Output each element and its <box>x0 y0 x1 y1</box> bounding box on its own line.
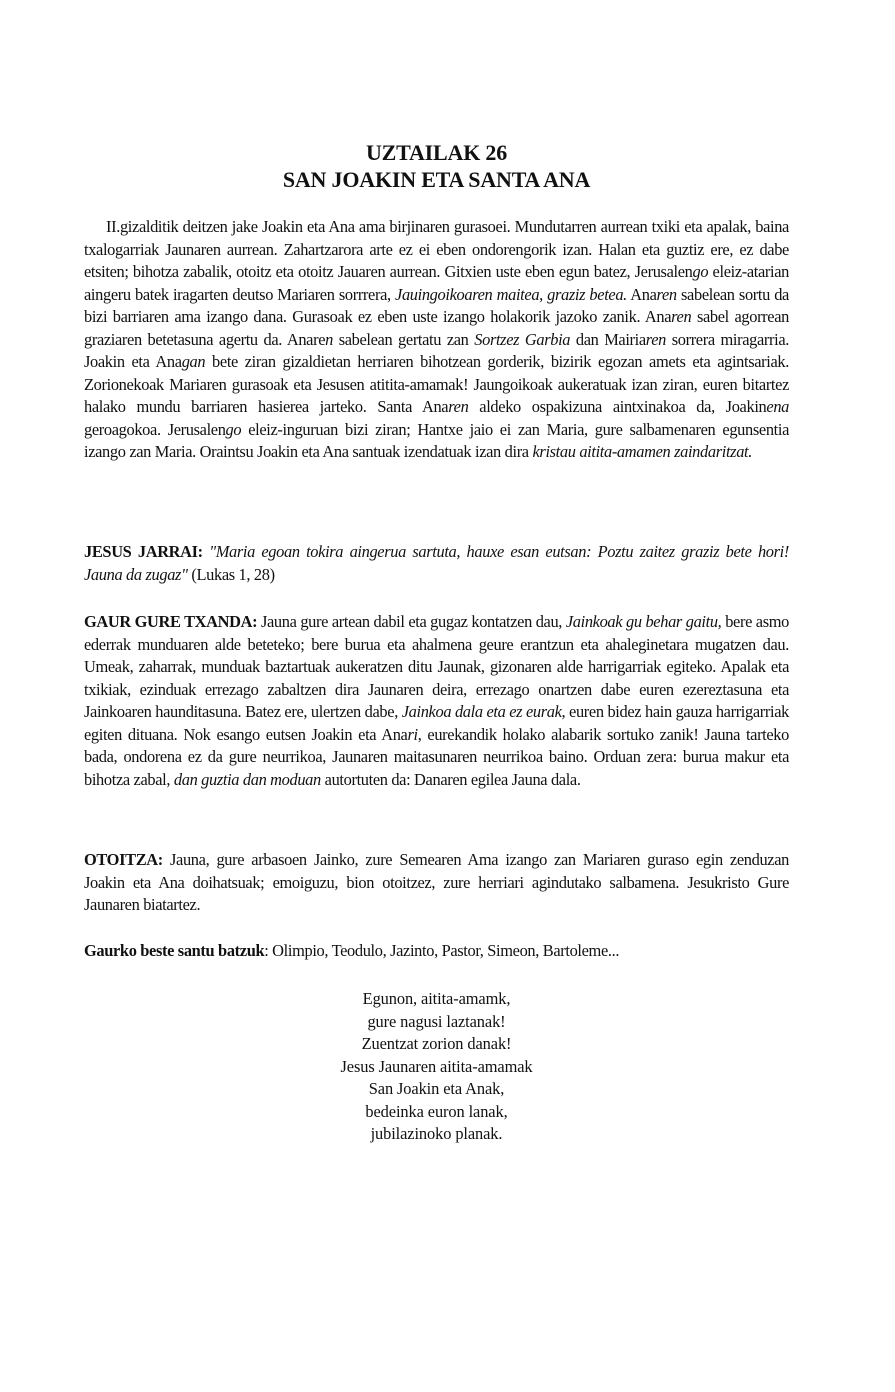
poem <box>84 988 789 1146</box>
poem-line: Egunon, aitita-amamk, <box>362 989 511 1008</box>
gospel-quote: "Maria egoan tokira aingerua sartuta, hauxe esan eutsan: Poztu zaitez graziz bete hori! Jauna da zugaz" <box>84 542 789 584</box>
poem-line: San Joakin eta Anak, <box>368 1079 505 1098</box>
other-saints-paragraph: Gaurko beste santu batzuk: Olimpio, Teodulo, Jazinto, Pastor, Simeon, Bartoleme... <box>84 941 620 960</box>
poem-line: Zuentzat zorion danak! <box>361 1034 512 1053</box>
poem-line: Jesus Jaunaren aitita-amamak <box>340 1056 533 1076</box>
otoitza-paragraph: OTOITZA: Jauna, gure arbasoen Jainko, zure Semearen Ama izango zan Mariaren guraso egin zenduzan Joakin eta Ana doihatsuak; emoiguzu, bion otoitzez, zure herriari agindutako salbamena. Jesukristo Gure Jaunaren biatartez. <box>84 850 789 914</box>
poem-line: gure nagusi laztanak! <box>367 1011 506 1031</box>
gospel-reference: (Lukas 1, 28) <box>187 564 275 584</box>
section-label: OTOITZA: <box>84 850 163 869</box>
page-title-date: UZTAILAK 26 <box>365 140 508 165</box>
poem-line: bedeinka euron lanak, <box>365 1101 508 1121</box>
section-label: JESUS JARRAI: <box>84 542 203 561</box>
poem-line: jubilazinoko planak. <box>370 1124 503 1143</box>
page-title-saints: SAN JOAKIN ETA SANTA ANA <box>282 167 591 192</box>
gaur-gure-txanda-paragraph: GAUR GURE TXANDA: Jauna gure artean dabil eta gugaz kontatzen dau, Jainkoak gu behar gaitu, bere asmo ederrak munduaren alde beteteko; bere burua eta ahalmena geure erantzun eta ahaleginetara mugatzen dau. Umeak, zaharrak, munduak baztartuak aukeratzen ditu Jaunak, gizonaren alde harrigarriak egiteko. Apalak eta txikiak, ezinduak errezago zabaltzen dira Jaunaren deira, errezago onartzen dabe euren ezereztasuna eta Jainkoaren haunditasuna. Batez ere, ulertzen dabe, Jainkoa dala eta ez eurak, euren bidez hain gauza harrigarriak egiten dituana. Nok esango eutsen Joakin eta Anari, eurekandik holako alabarik sortuko zanik! Jauna tarteko bada, ondorena ez da gure neurrikoa, Jaunaren maitasunaren neurrikoa baino. Orduan zera: burua makur eta bihotza zabal, dan guztia dan moduan autortuten da: Danaren egilea Jauna dala. <box>84 612 789 789</box>
jesus-jarrai-paragraph <box>84 541 789 586</box>
intro-paragraph: II.gizalditik deitzen jake Joakin eta Ana ama birjinaren gurasoei. Mundutarren aurrean txiki eta apalak, baina txalogarriak Jaunaren aurrean. Zahartzarora arte ez ei eben ondorengorik izan. Halan eta guztiz ere, ez dabe etsiten; bihotza zabalik, otoitz eta otoitz Jauaren aurrean. Gitxien uste eben egun batez, Jerusalengo eleiz-atarian aingeru batek iragarten deutso Mariaren sorrrera, Jauingoikoaren maitea, graziz betea. Anaren sabelean sortu da bizi barriaren ama izango dana. Gurasoak ez eben uste izango holakorik jazoko zanik. Anaren sabel agorrean graziaren betetasuna agertu da. Anaren sabelean gertatu zan Sortzez Garbia dan Mairiaren sorrera miragarria. Joakin eta Anagan bete ziran gizaldietan herriaren bihotzean gorderik, bizirik egozan amets eta agintsariak. Zorionekoak Mariaren gurasoak eta Jesusen atitita-amamak! Jaungoikoak aukeratuak izan ziran, euren bitartez halako mundu barriaren hasierea jarteko. Santa Anaren aldeko ospakizuna aintxinakoa da, Joakinena geroagokoa. Jerusalengo eleiz-inguruan bizi ziran; Hantxe jaio ei zan Maria, gure salbamenaren egunsentia izango zan Maria. Oraintsu Joakin eta Ana santuak izendatuak izan dira kristau aitita-amamen zaindaritzat. <box>84 217 790 461</box>
section-label: GAUR GURE TXANDA: <box>84 612 258 631</box>
section-label: Gaurko beste santu batzuk <box>84 941 265 960</box>
